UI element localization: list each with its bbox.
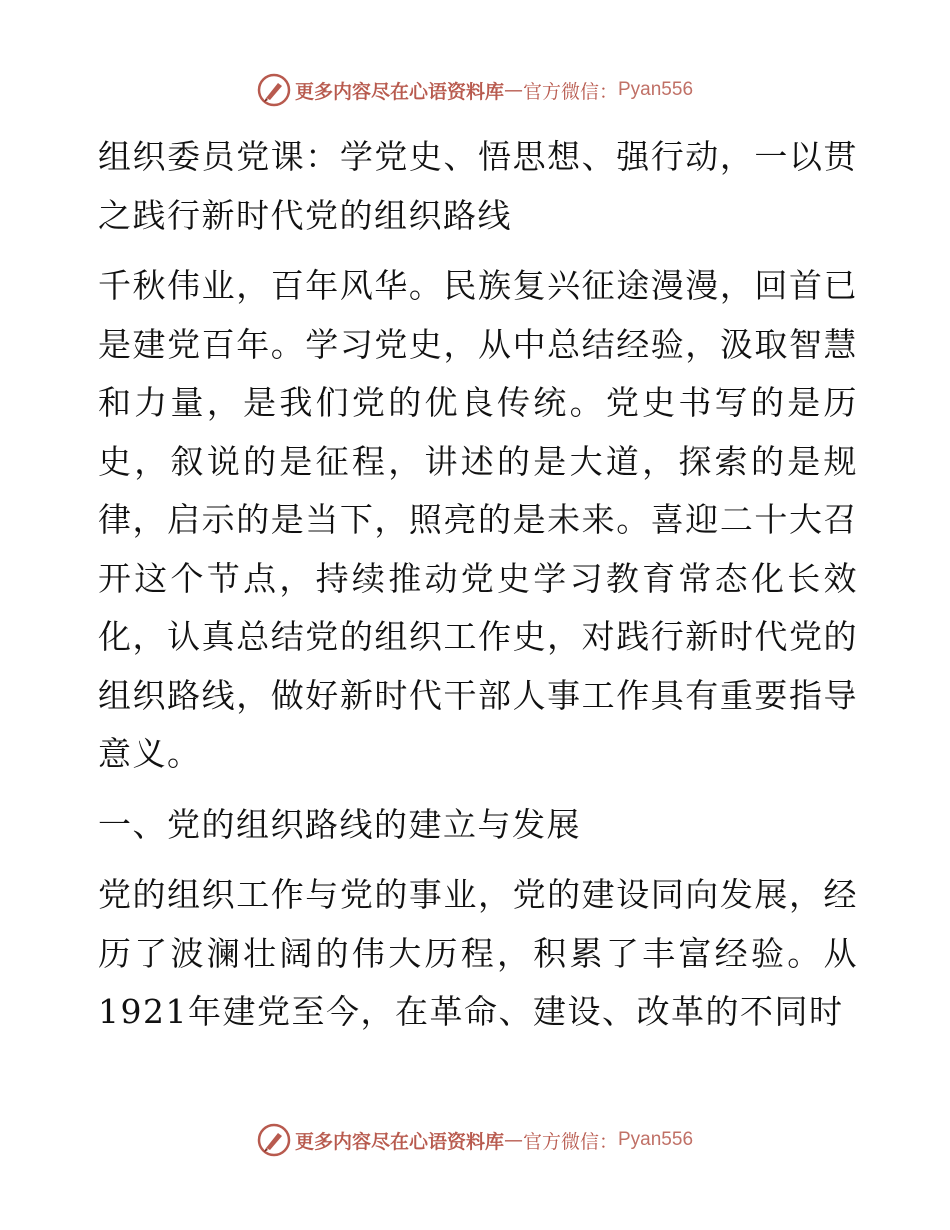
footer-watermark-banner	[0, 1120, 950, 1160]
banner-main-text: 更多内容尽在心语资料库	[294, 1130, 504, 1153]
paragraph-intro: 千秋伟业，百年风华。民族复兴征途漫漫，回首已是建党百年。学习党史，从中总结经验，汲取智慧和力量，是我们党的优良传统。党史书写的是历史，叙说的是征程，讲述的是大道，探索的是规律，启示的是当下，照亮的是未来。喜迎二十大召开这个节点，持续推动党史学习教育常态化长效化，认真总结党的组织工作史，对践行新时代党的组织路线，做好新时代干部人事工作具有重要指导意义。	[98, 266, 858, 773]
banner-wechat-id: Pyan556	[618, 1129, 694, 1150]
banner-wechat-label: 官方微信：	[522, 1130, 618, 1153]
banner-main-text: 更多内容尽在心语资料库	[294, 80, 504, 103]
banner-wechat-label: 官方微信：	[522, 80, 618, 103]
section-heading: 一、党的组织路线的建立与发展	[98, 804, 581, 844]
document-body	[98, 128, 858, 1042]
header-watermark-banner	[0, 70, 950, 110]
banner-wechat-id: Pyan556	[618, 79, 694, 100]
paragraph-section-one: 党的组织工作与党的事业，党的建设同向发展，经历了波澜壮阔的伟大历程，积累了丰富经验。从1921年建党至今，在革命、建设、改革的不同时	[98, 875, 858, 1031]
document-title: 组织委员党课：学党史、悟思想、强行动，一以贯之践行新时代党的组织路线	[98, 137, 858, 235]
pen-logo-icon	[257, 73, 291, 107]
pen-logo-icon	[257, 1123, 291, 1157]
banner-separator: —	[503, 1129, 523, 1151]
banner-separator: —	[503, 79, 523, 101]
